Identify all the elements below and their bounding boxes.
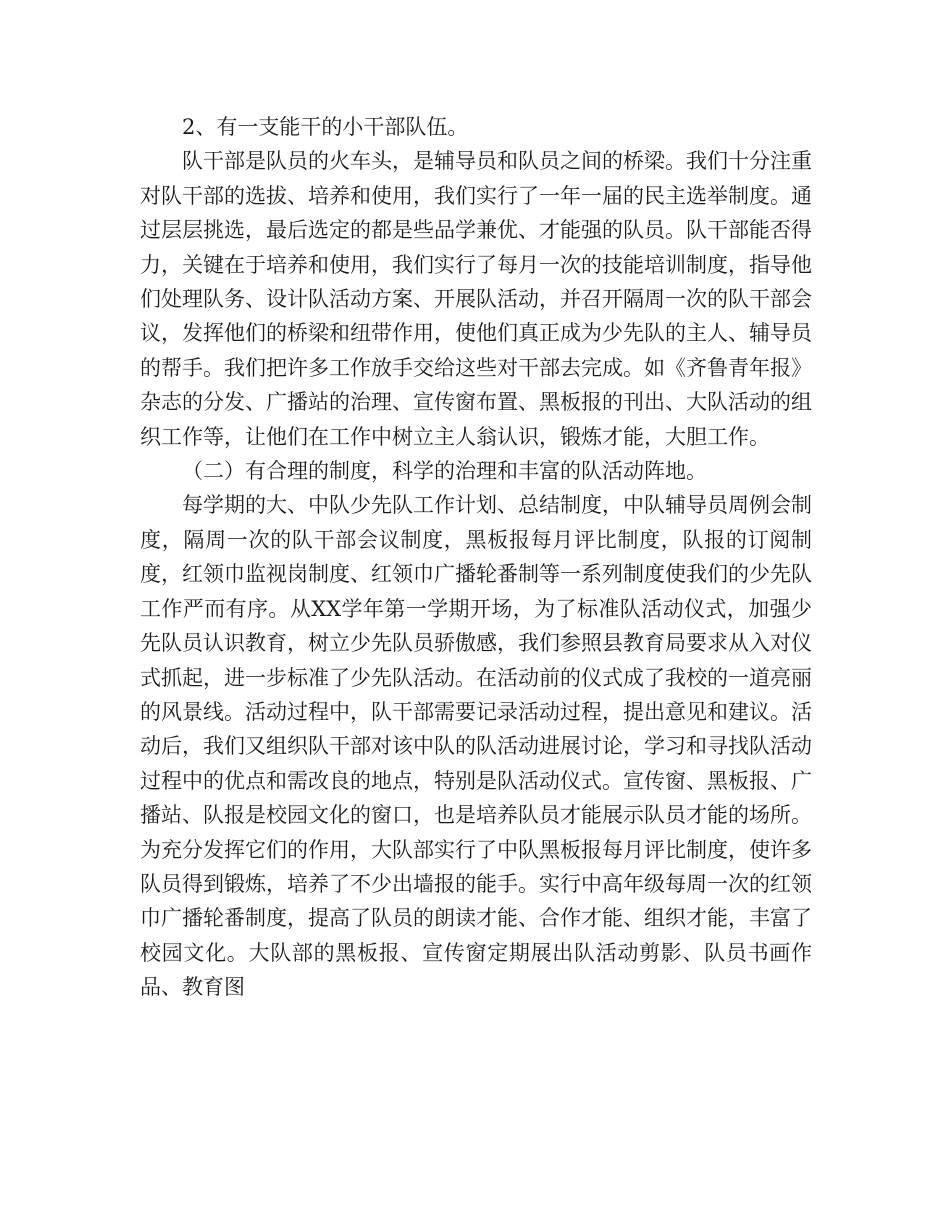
section-heading-systems: （二）有合理的制度，科学的治理和丰富的队活动阵地。 xyxy=(182,459,707,484)
section-heading-team-cadres: 2、有一支能干的小干部队伍。 xyxy=(182,115,469,139)
document-body xyxy=(140,110,812,1005)
paragraph-team-cadres: 队干部是队员的火车头，是辅导员和队员之间的桥梁。我们十分注重对队干部的选拔、培养和使用，我们实行了一年一届的民主选举制度。通过层层挑选，最后选定的都是些品学兼优、才能强的队员。队干部能否得力，关键在于培养和使用，我们实行了每月一次的技能培训制度，指导他们处理队务、设计队活动方案、开展队活动，并召开隔周一次的队干部会议，发挥他们的桥梁和纽带作用，使他们真正成为少先队的主人、辅导员的帮手。我们把许多工作放手交给这些对干部去完成。如《齐鲁青年报》杂志的分发、广播站的治理、宣传窗布置、黑板报的刊出、大队活动的组织工作等，让他们在工作中树立主人翁认识，锻炼才能，大胆工作。 xyxy=(140,149,812,449)
paragraph-systems: 每学期的大、中队少先队工作计划、总结制度，中队辅导员周例会制度，隔周一次的队干部会议制度，黑板报每月评比制度，队报的订阅制度，红领巾监视岗制度、红领巾广播轮番制等一系列制度使我们的少先队工作严而有序。从XX学年第一学期开场，为了标准队活动仪式，加强少先队员认识教育，树立少先队员骄傲感，我们参照县教育局要求从入对仪式抓起，进一步标准了少先队活动。在活动前的仪式成了我校的一道亮丽的风景线。活动过程中，队干部需要记录活动过程，提出意见和建议。活动后，我们又组织队干部对该中队的队活动进展讨论，学习和寻找队活动过程中的优点和需改良的地点，特别是队活动仪式。宣传窗、黑板报、广播站、队报是校园文化的窗口，也是培养队员才能展示队员才能的场所。为充分发挥它们的作用，大队部实行了中队黑板报每月评比制度，使许多队员得到锻炼，培养了不少出墙报的能手。实行中高年级每周一次的红领巾广播轮番制度，提高了队员的朗读才能、合作才能、组织才能，丰富了校园文化。大队部的黑板报、宣传窗定期展出队活动剪影、队员书画作品、教育图 xyxy=(140,493,812,1000)
